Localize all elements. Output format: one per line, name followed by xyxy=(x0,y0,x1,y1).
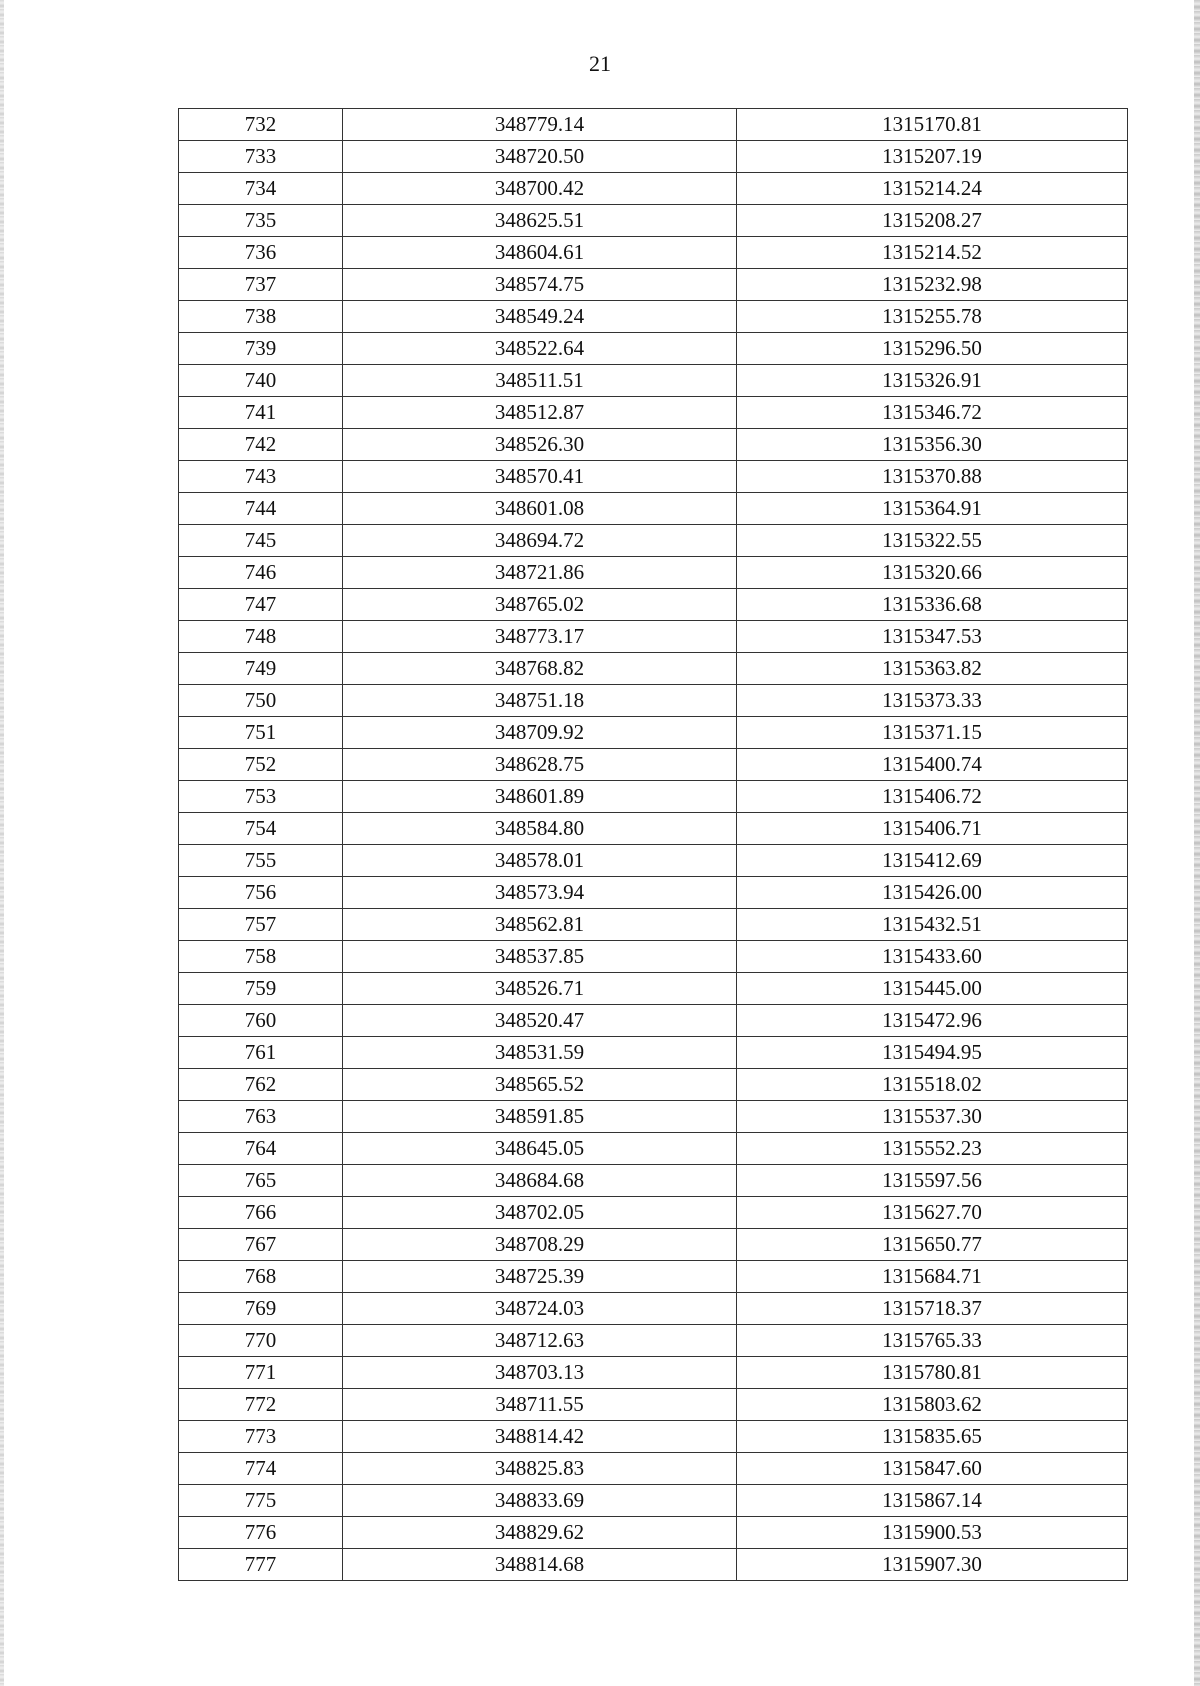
y-coordinate-cell: 1315780.81 xyxy=(737,1357,1128,1389)
x-coordinate-cell: 348526.30 xyxy=(343,429,737,461)
point-number-cell: 765 xyxy=(179,1165,343,1197)
y-coordinate-cell: 1315370.88 xyxy=(737,461,1128,493)
point-number-cell: 732 xyxy=(179,109,343,141)
point-number-cell: 745 xyxy=(179,525,343,557)
x-coordinate-cell: 348578.01 xyxy=(343,845,737,877)
x-coordinate-cell: 348773.17 xyxy=(343,621,737,653)
point-number-cell: 751 xyxy=(179,717,343,749)
table-row xyxy=(179,1229,1128,1261)
x-coordinate-cell: 348511.51 xyxy=(343,365,737,397)
x-coordinate-cell: 348814.68 xyxy=(343,1549,737,1581)
y-coordinate-cell: 1315296.50 xyxy=(737,333,1128,365)
x-coordinate-cell: 348601.08 xyxy=(343,493,737,525)
y-coordinate-cell: 1315684.71 xyxy=(737,1261,1128,1293)
table-row xyxy=(179,1101,1128,1133)
table-row xyxy=(179,397,1128,429)
x-coordinate-cell: 348720.50 xyxy=(343,141,737,173)
table-row xyxy=(179,877,1128,909)
x-coordinate-cell: 348573.94 xyxy=(343,877,737,909)
table-row xyxy=(179,365,1128,397)
y-coordinate-cell: 1315363.82 xyxy=(737,653,1128,685)
point-number-cell: 740 xyxy=(179,365,343,397)
table-row xyxy=(179,1293,1128,1325)
table-row xyxy=(179,1165,1128,1197)
table-row xyxy=(179,1197,1128,1229)
x-coordinate-cell: 348725.39 xyxy=(343,1261,737,1293)
point-number-cell: 752 xyxy=(179,749,343,781)
table-row xyxy=(179,717,1128,749)
x-coordinate-cell: 348700.42 xyxy=(343,173,737,205)
point-number-cell: 750 xyxy=(179,685,343,717)
table-row xyxy=(179,333,1128,365)
point-number-cell: 755 xyxy=(179,845,343,877)
y-coordinate-cell: 1315867.14 xyxy=(737,1485,1128,1517)
x-coordinate-cell: 348708.29 xyxy=(343,1229,737,1261)
y-coordinate-cell: 1315445.00 xyxy=(737,973,1128,1005)
x-coordinate-cell: 348703.13 xyxy=(343,1357,737,1389)
point-number-cell: 757 xyxy=(179,909,343,941)
y-coordinate-cell: 1315346.72 xyxy=(737,397,1128,429)
table-row xyxy=(179,493,1128,525)
table-row xyxy=(179,1517,1128,1549)
page-number: 21 xyxy=(589,51,611,76)
table-row xyxy=(179,813,1128,845)
point-number-cell: 746 xyxy=(179,557,343,589)
scan-edge-right xyxy=(1194,0,1200,1686)
y-coordinate-cell: 1315847.60 xyxy=(737,1453,1128,1485)
y-coordinate-cell: 1315537.30 xyxy=(737,1101,1128,1133)
y-coordinate-cell: 1315255.78 xyxy=(737,301,1128,333)
y-coordinate-cell: 1315432.51 xyxy=(737,909,1128,941)
table-row xyxy=(179,1549,1128,1581)
table-row xyxy=(179,1421,1128,1453)
x-coordinate-cell: 348565.52 xyxy=(343,1069,737,1101)
x-coordinate-cell: 348765.02 xyxy=(343,589,737,621)
y-coordinate-cell: 1315426.00 xyxy=(737,877,1128,909)
point-number-cell: 762 xyxy=(179,1069,343,1101)
y-coordinate-cell: 1315326.91 xyxy=(737,365,1128,397)
table-row xyxy=(179,237,1128,269)
x-coordinate-cell: 348628.75 xyxy=(343,749,737,781)
point-number-cell: 773 xyxy=(179,1421,343,1453)
scan-edge-left xyxy=(0,0,4,1686)
y-coordinate-cell: 1315320.66 xyxy=(737,557,1128,589)
table-row xyxy=(179,1325,1128,1357)
x-coordinate-cell: 348562.81 xyxy=(343,909,737,941)
point-number-cell: 777 xyxy=(179,1549,343,1581)
y-coordinate-cell: 1315214.24 xyxy=(737,173,1128,205)
point-number-cell: 743 xyxy=(179,461,343,493)
x-coordinate-cell: 348601.89 xyxy=(343,781,737,813)
point-number-cell: 733 xyxy=(179,141,343,173)
table-row xyxy=(179,301,1128,333)
y-coordinate-cell: 1315214.52 xyxy=(737,237,1128,269)
table-row xyxy=(179,429,1128,461)
x-coordinate-cell: 348520.47 xyxy=(343,1005,737,1037)
x-coordinate-cell: 348549.24 xyxy=(343,301,737,333)
y-coordinate-cell: 1315170.81 xyxy=(737,109,1128,141)
point-number-cell: 767 xyxy=(179,1229,343,1261)
y-coordinate-cell: 1315803.62 xyxy=(737,1389,1128,1421)
table-row xyxy=(179,781,1128,813)
y-coordinate-cell: 1315597.56 xyxy=(737,1165,1128,1197)
y-coordinate-cell: 1315207.19 xyxy=(737,141,1128,173)
x-coordinate-cell: 348721.86 xyxy=(343,557,737,589)
x-coordinate-cell: 348712.63 xyxy=(343,1325,737,1357)
point-number-cell: 771 xyxy=(179,1357,343,1389)
y-coordinate-cell: 1315336.68 xyxy=(737,589,1128,621)
point-number-cell: 776 xyxy=(179,1517,343,1549)
y-coordinate-cell: 1315400.74 xyxy=(737,749,1128,781)
point-number-cell: 747 xyxy=(179,589,343,621)
table-row xyxy=(179,845,1128,877)
y-coordinate-cell: 1315232.98 xyxy=(737,269,1128,301)
y-coordinate-cell: 1315907.30 xyxy=(737,1549,1128,1581)
point-number-cell: 753 xyxy=(179,781,343,813)
y-coordinate-cell: 1315900.53 xyxy=(737,1517,1128,1549)
x-coordinate-cell: 348526.71 xyxy=(343,973,737,1005)
point-number-cell: 760 xyxy=(179,1005,343,1037)
point-number-cell: 758 xyxy=(179,941,343,973)
table-row xyxy=(179,941,1128,973)
x-coordinate-cell: 348829.62 xyxy=(343,1517,737,1549)
x-coordinate-cell: 348814.42 xyxy=(343,1421,737,1453)
x-coordinate-cell: 348694.72 xyxy=(343,525,737,557)
table-row xyxy=(179,973,1128,1005)
x-coordinate-cell: 348522.64 xyxy=(343,333,737,365)
point-number-cell: 737 xyxy=(179,269,343,301)
y-coordinate-cell: 1315406.72 xyxy=(737,781,1128,813)
point-number-cell: 772 xyxy=(179,1389,343,1421)
table-row xyxy=(179,909,1128,941)
x-coordinate-cell: 348709.92 xyxy=(343,717,737,749)
table-row xyxy=(179,1389,1128,1421)
point-number-cell: 763 xyxy=(179,1101,343,1133)
table-row xyxy=(179,749,1128,781)
y-coordinate-cell: 1315650.77 xyxy=(737,1229,1128,1261)
x-coordinate-cell: 348537.85 xyxy=(343,941,737,973)
point-number-cell: 734 xyxy=(179,173,343,205)
y-coordinate-cell: 1315494.95 xyxy=(737,1037,1128,1069)
x-coordinate-cell: 348751.18 xyxy=(343,685,737,717)
y-coordinate-cell: 1315371.15 xyxy=(737,717,1128,749)
point-number-cell: 739 xyxy=(179,333,343,365)
point-number-cell: 775 xyxy=(179,1485,343,1517)
y-coordinate-cell: 1315627.70 xyxy=(737,1197,1128,1229)
point-number-cell: 774 xyxy=(179,1453,343,1485)
table-row xyxy=(179,141,1128,173)
point-number-cell: 761 xyxy=(179,1037,343,1069)
point-number-cell: 735 xyxy=(179,205,343,237)
point-number-cell: 764 xyxy=(179,1133,343,1165)
point-number-cell: 769 xyxy=(179,1293,343,1325)
point-number-cell: 766 xyxy=(179,1197,343,1229)
point-number-cell: 768 xyxy=(179,1261,343,1293)
table-row xyxy=(179,109,1128,141)
point-number-cell: 741 xyxy=(179,397,343,429)
table-row xyxy=(179,685,1128,717)
x-coordinate-cell: 348645.05 xyxy=(343,1133,737,1165)
y-coordinate-cell: 1315472.96 xyxy=(737,1005,1128,1037)
table-row xyxy=(179,461,1128,493)
table-row xyxy=(179,1005,1128,1037)
table-row xyxy=(179,653,1128,685)
point-number-cell: 742 xyxy=(179,429,343,461)
point-number-cell: 744 xyxy=(179,493,343,525)
point-number-cell: 738 xyxy=(179,301,343,333)
x-coordinate-cell: 348531.59 xyxy=(343,1037,737,1069)
y-coordinate-cell: 1315356.30 xyxy=(737,429,1128,461)
table-row xyxy=(179,1037,1128,1069)
table-row xyxy=(179,1453,1128,1485)
point-number-cell: 749 xyxy=(179,653,343,685)
x-coordinate-cell: 348779.14 xyxy=(343,109,737,141)
x-coordinate-cell: 348825.83 xyxy=(343,1453,737,1485)
point-number-cell: 756 xyxy=(179,877,343,909)
x-coordinate-cell: 348584.80 xyxy=(343,813,737,845)
table-row xyxy=(179,589,1128,621)
x-coordinate-cell: 348570.41 xyxy=(343,461,737,493)
coordinates-table-body xyxy=(179,109,1128,1581)
y-coordinate-cell: 1315373.33 xyxy=(737,685,1128,717)
x-coordinate-cell: 348702.05 xyxy=(343,1197,737,1229)
table-row xyxy=(179,173,1128,205)
table-row xyxy=(179,1261,1128,1293)
y-coordinate-cell: 1315552.23 xyxy=(737,1133,1128,1165)
y-coordinate-cell: 1315718.37 xyxy=(737,1293,1128,1325)
x-coordinate-cell: 348591.85 xyxy=(343,1101,737,1133)
y-coordinate-cell: 1315208.27 xyxy=(737,205,1128,237)
table-row xyxy=(179,1485,1128,1517)
x-coordinate-cell: 348684.68 xyxy=(343,1165,737,1197)
y-coordinate-cell: 1315322.55 xyxy=(737,525,1128,557)
table-row xyxy=(179,205,1128,237)
point-number-cell: 754 xyxy=(179,813,343,845)
y-coordinate-cell: 1315835.65 xyxy=(737,1421,1128,1453)
table-row xyxy=(179,525,1128,557)
point-number-cell: 759 xyxy=(179,973,343,1005)
point-number-cell: 748 xyxy=(179,621,343,653)
x-coordinate-cell: 348724.03 xyxy=(343,1293,737,1325)
x-coordinate-cell: 348768.82 xyxy=(343,653,737,685)
x-coordinate-cell: 348625.51 xyxy=(343,205,737,237)
y-coordinate-cell: 1315412.69 xyxy=(737,845,1128,877)
point-number-cell: 770 xyxy=(179,1325,343,1357)
point-number-cell: 736 xyxy=(179,237,343,269)
x-coordinate-cell: 348833.69 xyxy=(343,1485,737,1517)
x-coordinate-cell: 348512.87 xyxy=(343,397,737,429)
table-row xyxy=(179,1069,1128,1101)
x-coordinate-cell: 348604.61 xyxy=(343,237,737,269)
coordinates-table xyxy=(178,108,1128,1581)
y-coordinate-cell: 1315433.60 xyxy=(737,941,1128,973)
x-coordinate-cell: 348711.55 xyxy=(343,1389,737,1421)
x-coordinate-cell: 348574.75 xyxy=(343,269,737,301)
y-coordinate-cell: 1315406.71 xyxy=(737,813,1128,845)
y-coordinate-cell: 1315364.91 xyxy=(737,493,1128,525)
table-row xyxy=(179,1357,1128,1389)
table-row xyxy=(179,557,1128,589)
table-row xyxy=(179,621,1128,653)
y-coordinate-cell: 1315518.02 xyxy=(737,1069,1128,1101)
table-row xyxy=(179,1133,1128,1165)
table-row xyxy=(179,269,1128,301)
y-coordinate-cell: 1315347.53 xyxy=(737,621,1128,653)
y-coordinate-cell: 1315765.33 xyxy=(737,1325,1128,1357)
